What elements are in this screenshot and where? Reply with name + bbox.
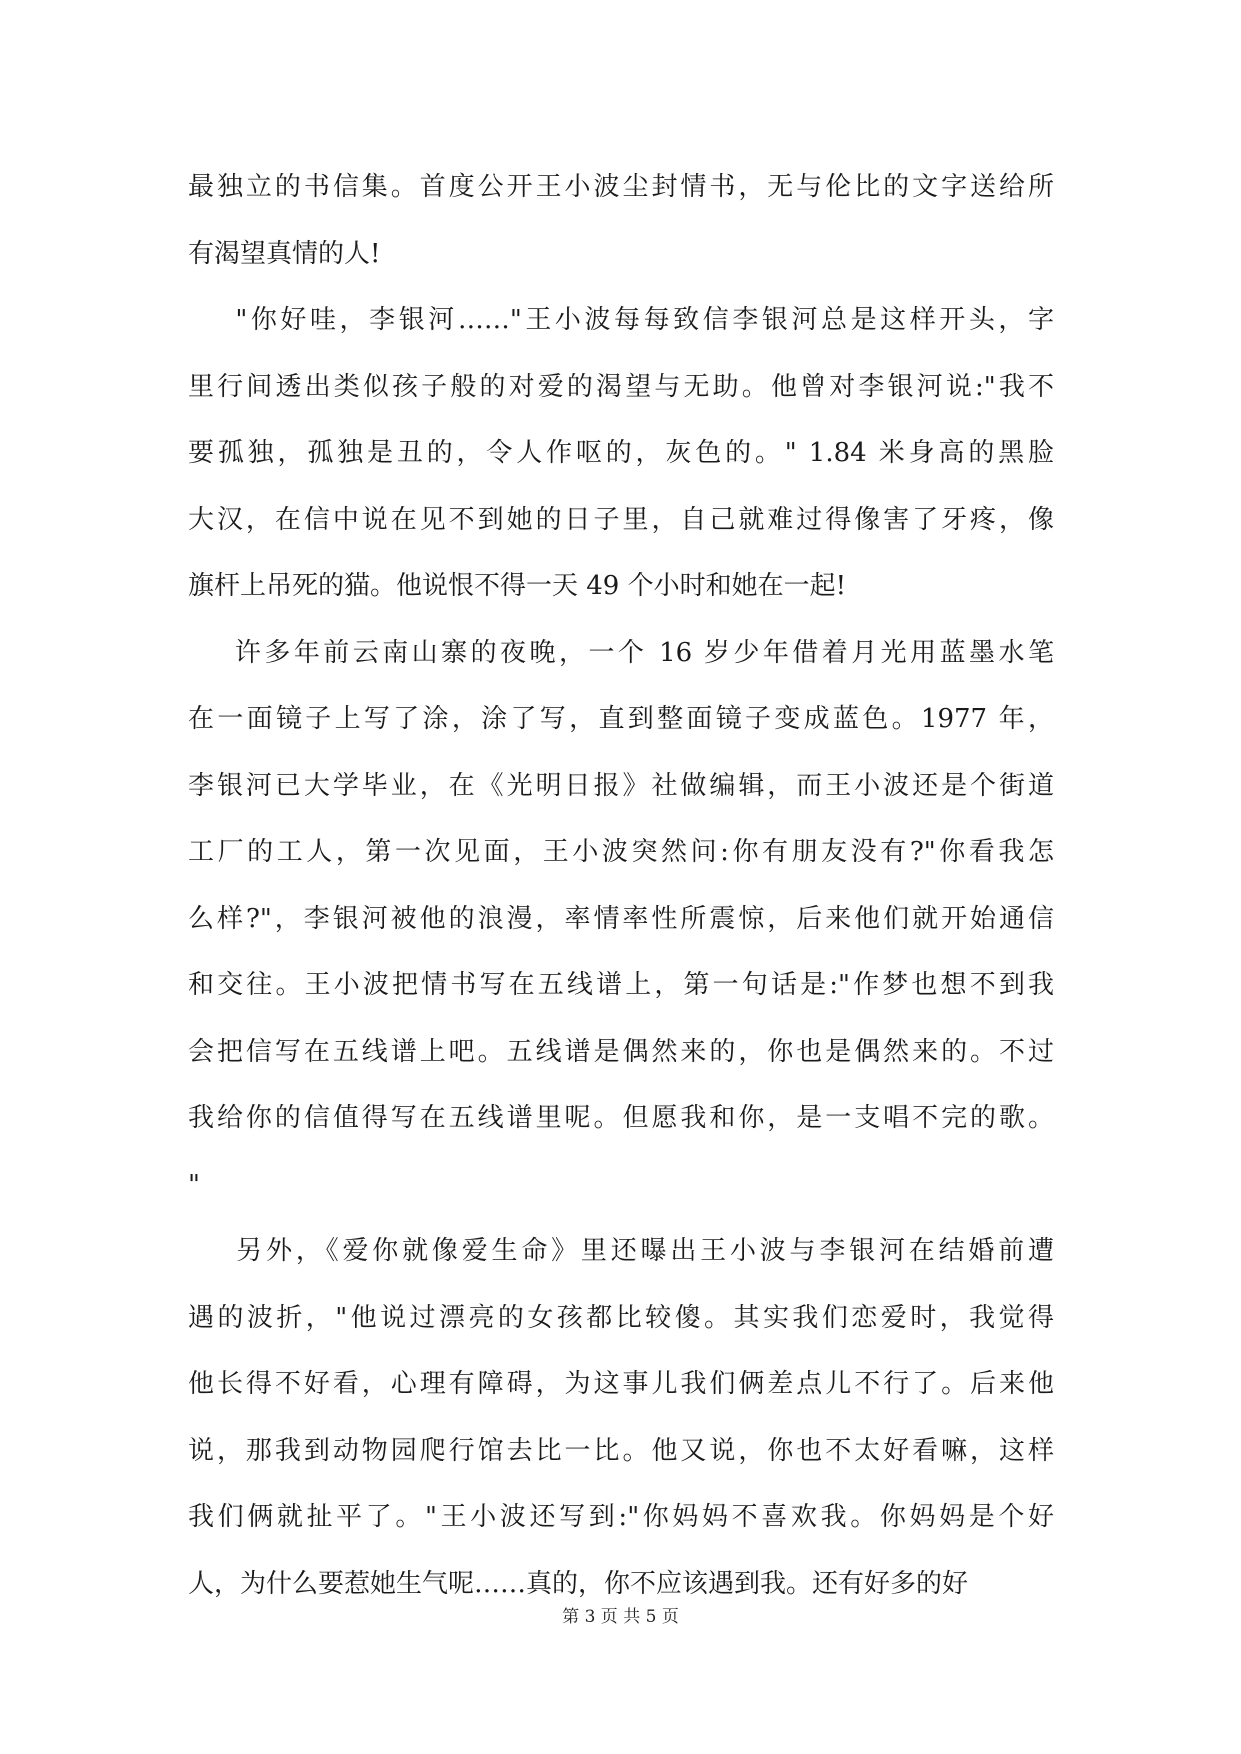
text-line: 要孤独，孤独是丑的，令人作呕的，灰色的。" 1.84 米身高的黑脸 — [188, 438, 1054, 468]
text-line: 和交往。王小波把情书写在五线谱上，第一句话是:"作梦也想不到我 — [188, 970, 1054, 1000]
text-line: 里行间透出类似孩子般的对爱的渴望与无助。他曾对李银河说:"我不 — [188, 371, 1054, 402]
text-line: 另外，《爱你就像爱生命》里还曝出王小波与李银河在结婚前遭 — [188, 1236, 1054, 1266]
text-line: 有渴望真情的人! — [188, 238, 381, 269]
text-line: 许多年前云南山寨的夜晚，一个 16 岁少年借着月光用蓝墨水笔 — [188, 637, 1054, 668]
text-line: 我们俩就扯平了。"王小波还写到:"你妈妈不喜欢我。你妈妈是个好 — [188, 1502, 1054, 1532]
text-line: 最独立的书信集。首度公开王小波尘封情书，无与伦比的文字送给所 — [188, 172, 1054, 202]
paragraph — [188, 287, 1054, 620]
text-line: 会把信写在五线谱上吧。五线谱是偶然来的，你也是偶然来的。不过 — [188, 1036, 1054, 1067]
text-line: 工厂的工人，第一次见面，王小波突然问:你有朋友没有?"你看我怎 — [188, 837, 1054, 867]
text-line: 李银河已大学毕业，在《光明日报》社做编辑，而王小波还是个街道 — [188, 770, 1054, 801]
text-line: 人，为什么要惹她生气呢……真的，你不应该遇到我。还有好多的好 — [188, 1568, 969, 1599]
text-line: 在一面镜子上写了涂，涂了写，直到整面镜子变成蓝色。1977 年， — [188, 704, 1054, 734]
paragraph — [188, 154, 1054, 287]
text-line: 遇的波折，"他说过漂亮的女孩都比较傻。其实我们恋爱时，我觉得 — [188, 1302, 1054, 1333]
text-line: 我给你的信值得写在五线谱里呢。但愿我和你，是一支唱不完的歌。 — [188, 1103, 1054, 1133]
text-line: 么样?"，李银河被他的浪漫，率情率性所震惊，后来他们就开始通信 — [188, 903, 1054, 934]
text-line: 说，那我到动物园爬行馆去比一比。他又说，你也不太好看嘛，这样 — [188, 1435, 1054, 1466]
text-line: 他长得不好看，心理有障碍，为这事儿我们俩差点儿不行了。后来他 — [188, 1369, 1054, 1399]
paragraph — [188, 620, 1054, 1219]
text-line: "你好哇，李银河……"王小波每每致信李银河总是这样开头，字 — [188, 305, 1054, 335]
text-line: 旗杆上吊死的猫。他说恨不得一天 49 个小时和她在一起! — [188, 571, 847, 601]
paragraph — [188, 1218, 1054, 1617]
body-text — [188, 154, 1054, 1617]
page-footer: 第 3 页 共 5 页 — [562, 1607, 679, 1627]
text-line: " — [188, 1169, 200, 1200]
text-line: 大汉，在信中说在见不到她的日子里，自己就难过得像害了牙疼，像 — [188, 504, 1054, 535]
